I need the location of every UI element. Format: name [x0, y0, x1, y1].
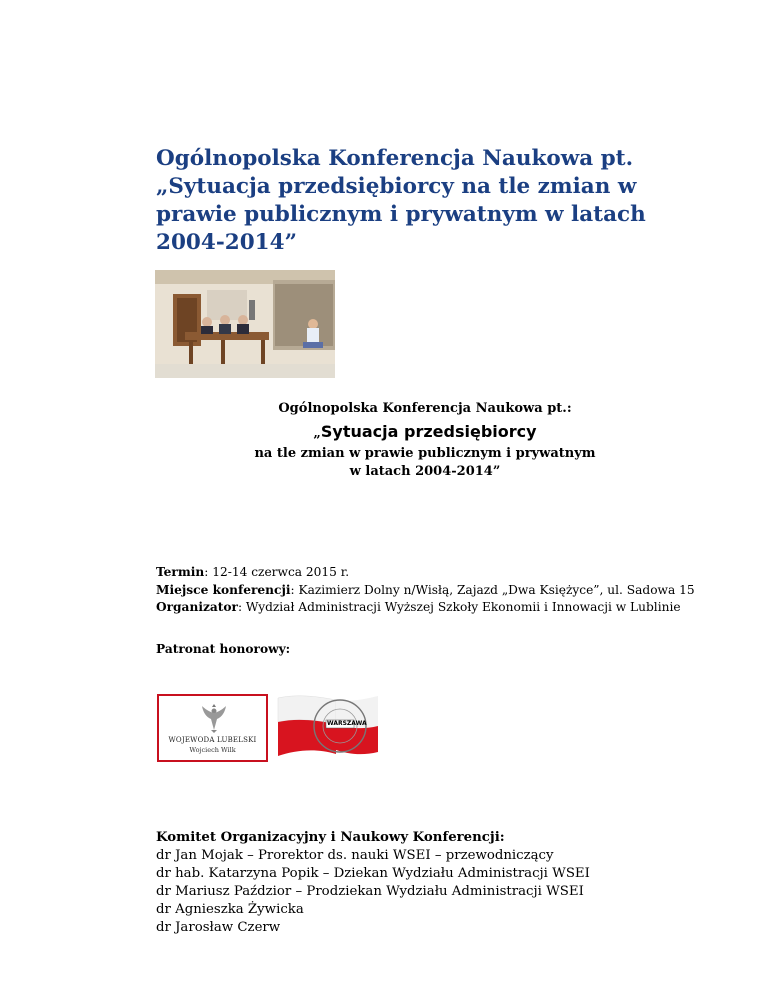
title-line: 2004-2014”	[156, 230, 297, 255]
termin-value: : 12-14 czerwca 2015 r.	[204, 565, 350, 579]
eagle-emblem-icon	[201, 702, 227, 734]
document-title	[156, 145, 676, 257]
committee-title: Komitet Organizacyjny i Naukowy Konferencji:	[156, 830, 505, 845]
committee-member: dr Jarosław Czerw	[156, 920, 281, 935]
subtitle-main: Sytuacja przedsiębiorcy	[320, 422, 537, 441]
termin-line	[156, 565, 349, 579]
organizator-line	[156, 600, 681, 614]
committee-section	[156, 829, 590, 937]
title-line: prawie publicznym i prywatnym w latach	[156, 202, 646, 227]
title-line: Ogólnopolska Konferencja Naukowa pt.	[156, 146, 634, 171]
wojewoda-logo	[157, 694, 268, 762]
subtitle-line-4: w latach 2004-2014”	[349, 464, 501, 479]
wojewoda-person: Wojciech Wilk	[189, 746, 236, 754]
committee-member: dr Agnieszka Żywicka	[156, 902, 304, 917]
termin-label: Termin	[156, 565, 205, 579]
subtitle-quote: „	[313, 426, 321, 441]
oum-city: WARSZAWA	[327, 720, 367, 727]
subtitle-line-3: na tle zmian w prawie publicznym i prywatnym	[254, 446, 596, 461]
conference-photo	[155, 270, 335, 378]
organizator-value: : Wydział Administracji Wyższej Szkoły Ekonomii i Innowacji w Lublinie	[237, 600, 681, 614]
okregowy-urzad-miar-logo	[276, 690, 380, 762]
organizator-label: Organizator	[156, 600, 238, 614]
committee-member: dr hab. Katarzyna Popik – Dziekan Wydziału Administracji WSEI	[156, 866, 590, 881]
miejsce-label: Miejsce konferencji	[156, 583, 291, 597]
committee-member: dr Jan Mojak – Prorektor ds. nauki WSEI – przewodniczący	[156, 848, 554, 863]
committee-member: dr Mariusz Paździor – Prodziekan Wydziału Administracji WSEI	[156, 884, 584, 899]
subtitle-line-1: Ogólnopolska Konferencja Naukowa pt.:	[278, 401, 572, 416]
wojewoda-name: WOJEWODA LUBELSKI	[168, 736, 257, 744]
miejsce-line	[156, 583, 695, 597]
title-line: „Sytuacja przedsiębiorcy na tle zmian w	[156, 174, 637, 199]
patronat-label: Patronat honorowy:	[156, 642, 291, 656]
miejsce-value: : Kazimierz Dolny n/Wisłą, Zajazd „Dwa Księżyce”, ul. Sadowa 15	[290, 583, 695, 597]
subtitle-line-2	[190, 422, 660, 441]
